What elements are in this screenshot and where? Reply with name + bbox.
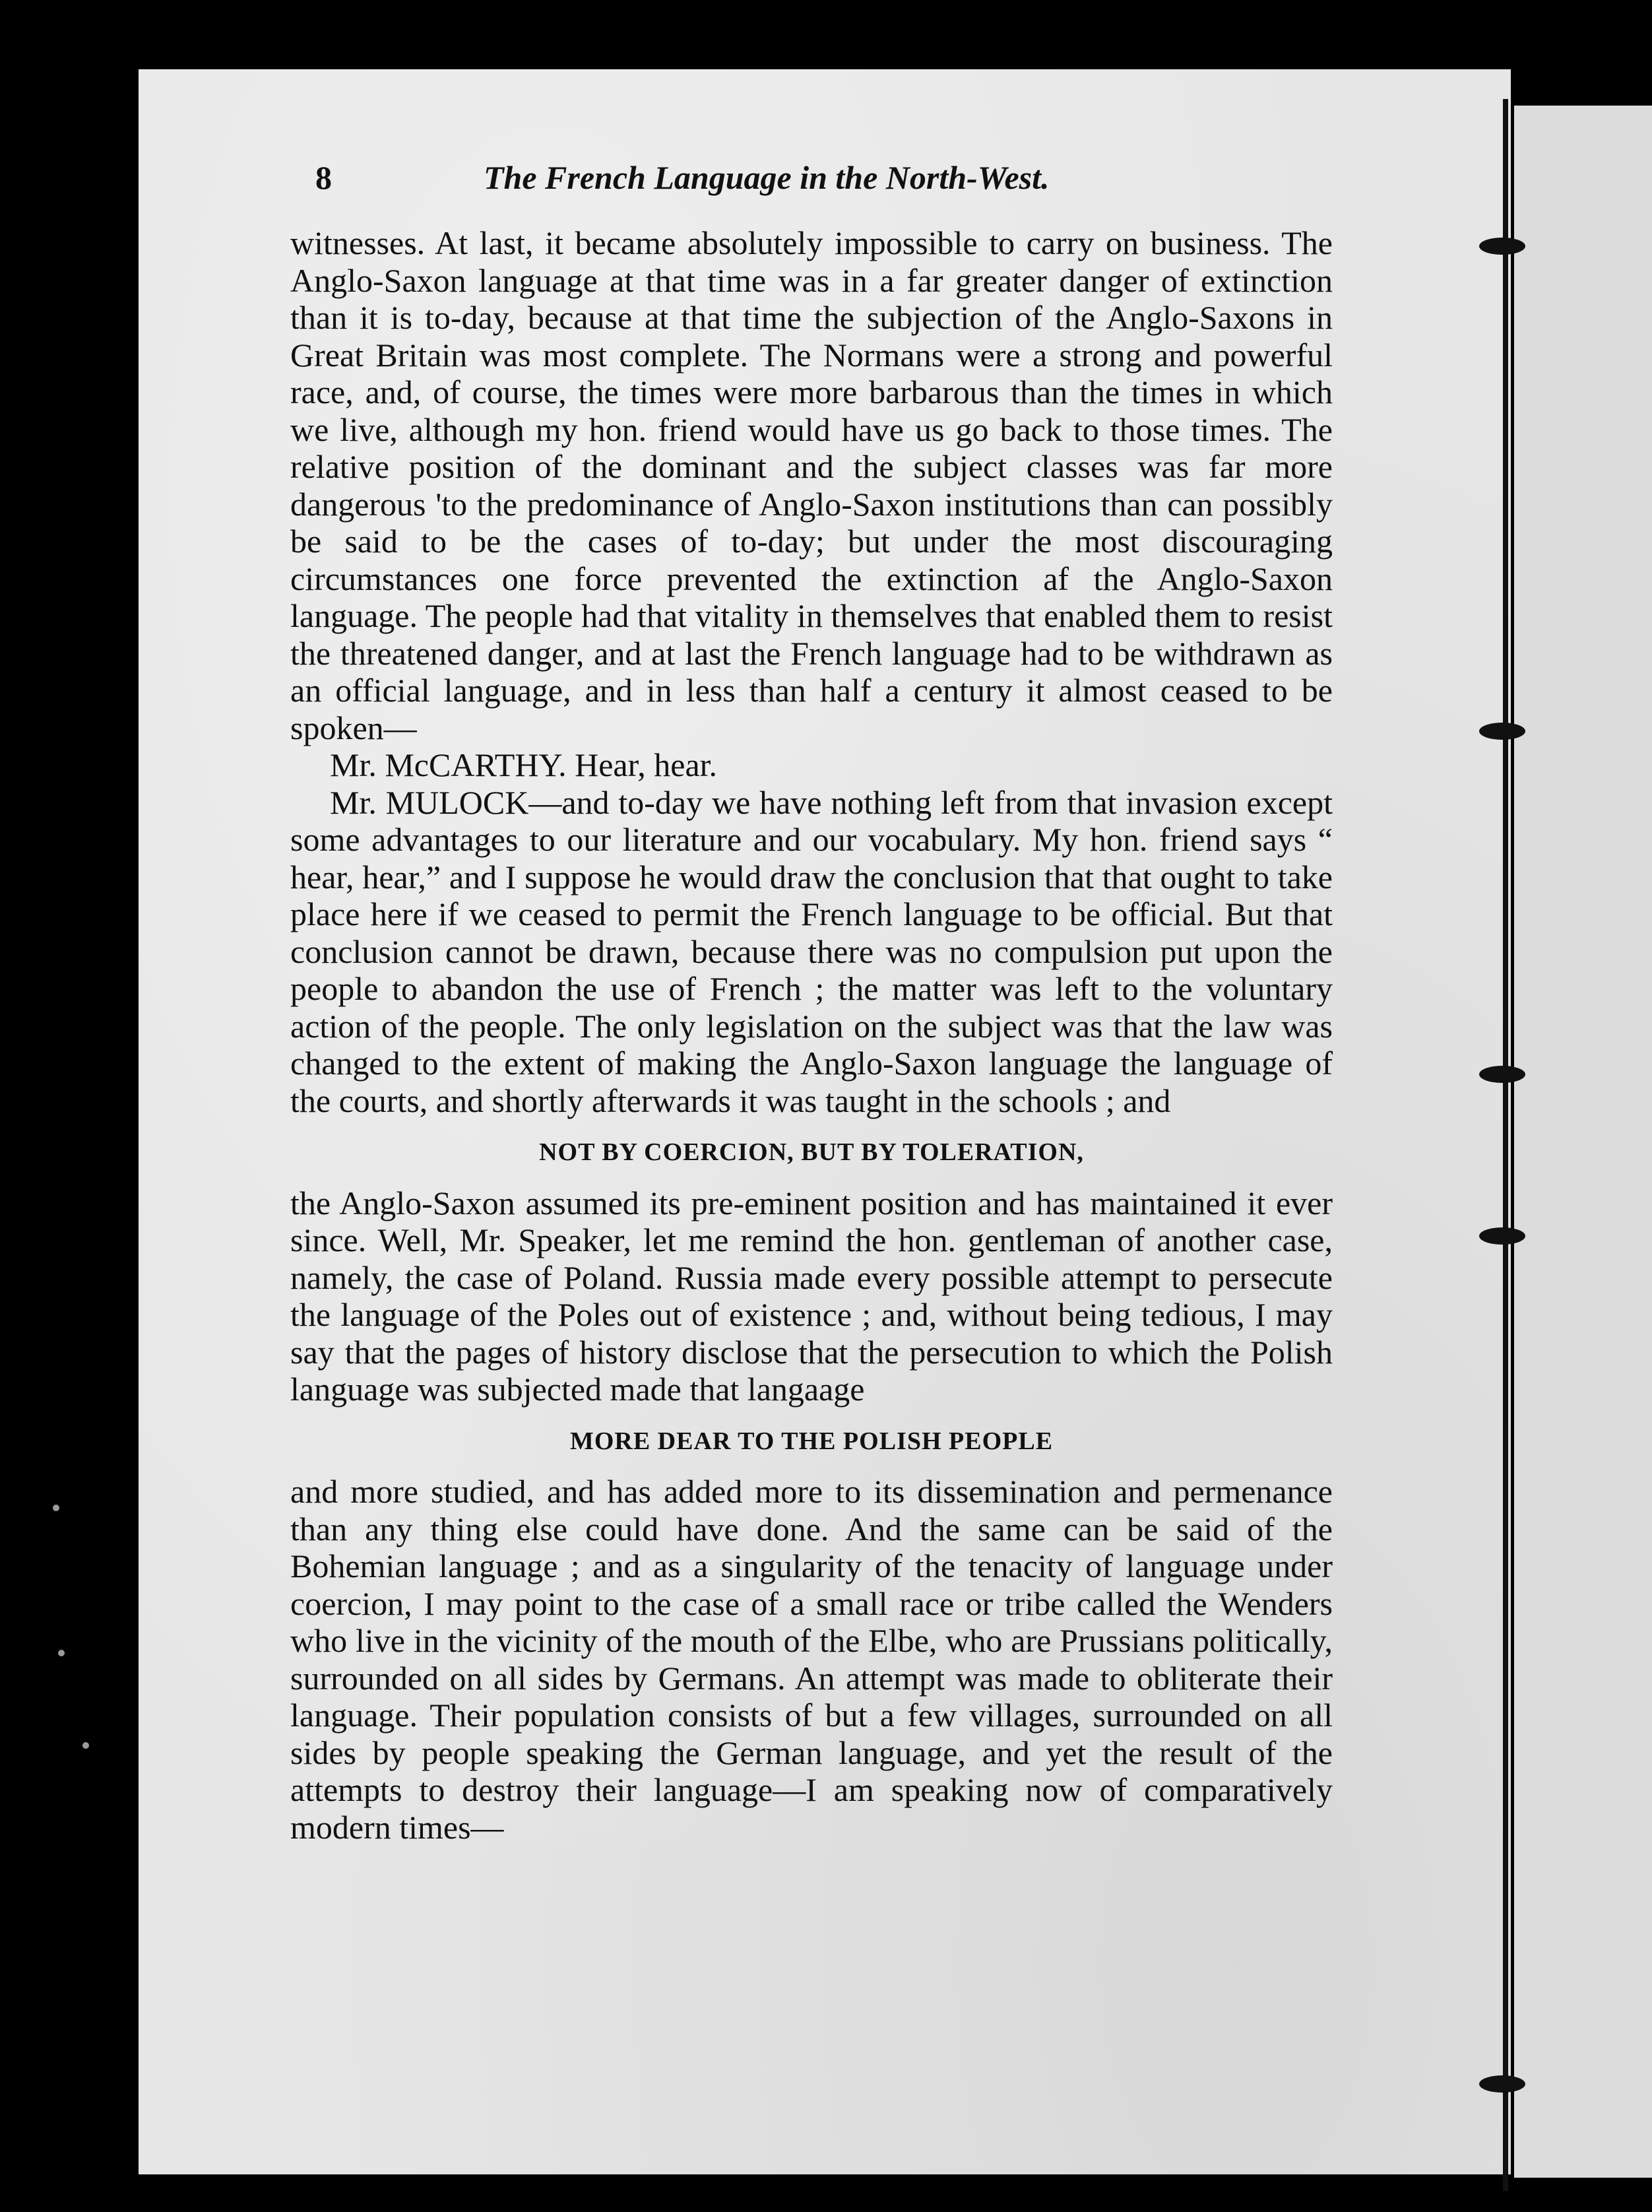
adjacent-page-edge xyxy=(1514,106,1652,2178)
binding-stitch xyxy=(1479,723,1525,740)
binding-stitch xyxy=(1479,1066,1525,1083)
scan-speck xyxy=(58,1650,65,1656)
page-header xyxy=(315,158,1173,211)
running-title: The French Language in the North-West. xyxy=(484,159,1050,196)
paragraph: the Anglo-Saxon assumed its pre-eminent position and has maintained it ever since. Well, Mr. Speaker, let me remind the hon. gentleman of another case, namely, the case of Poland. Russia made every possible attempt to persecute the language of the Poles out of existence ; and, without being tedious, I may say that the pages of history disclose that the persecution to which the Polish language was subjected made that langaage xyxy=(290,1184,1333,1408)
scan-speck xyxy=(53,1505,59,1511)
scan-speck xyxy=(82,1742,89,1749)
binding-stitch xyxy=(1479,2075,1525,2093)
paragraph: Mr. McCARTHY. Hear, hear. xyxy=(330,746,718,783)
section-heading: MORE DEAR TO THE POLISH PEOPLE xyxy=(569,1427,1054,1455)
page-body xyxy=(290,224,1333,1846)
binding-spine xyxy=(1503,99,1508,2191)
binding-stitch xyxy=(1479,238,1525,255)
paragraph: witnesses. At last, it became absolutely impossible to carry on business. The Anglo-Saxon language at that time was in a far greater danger of extinction than it is to-day, because at that time the subjection of the Anglo-Saxons in Great Britain was most complete. The Normans were a strong and powerful race, and, of course, the times were more barbarous than the times in which we live, although my hon. friend would have us go back to those times. The relative position of the dominant and the subject classes was far more dangerous 'to the predominance of Anglo-Saxon institutions than can possibly be said to be the cases of to-day; but under the most discouraging circumstances one force prevented the extinction af the Anglo-Saxon language. The people had that vitality in themselves that enabled them to resist the threatened danger, and at last the French language had to be withdrawn as an official language, and in less than half a century it almost ceased to be spoken— xyxy=(290,224,1333,746)
page-number: 8 xyxy=(315,159,332,196)
paragraph: Mr. MULOCK—and to-day we have nothing left from that invasion except some advantages to our literature and our vocabulary. My hon. friend says “ hear, hear,” and I suppose he would draw the conclusion that that ought to take place here if we ceased to permit the French language to be official. But that conclusion cannot be drawn, because there was no compulsion put upon the people to abandon the use of French ; the matter was left to the voluntary action of the people. The only legislation on the subject was that the law was changed to the extent of making the Anglo-Saxon language the language of the courts, and shortly afterwards it was taught in the schools ; and xyxy=(290,783,1333,1119)
binding-stitch xyxy=(1479,1227,1525,1245)
section-heading: NOT BY COERCION, BUT BY TOLERATION, xyxy=(539,1138,1084,1166)
paragraph: and more studied, and has added more to its dissemination and permenance than any thing else could have done. And the same can be said of the Bohemian language ; and as a singularity of the tenacity of language under coercion, I may point to the case of a small race or tribe called the Wenders who live in the vicinity of the mouth of the Elbe, who are Prussians politically, surrounded on all sides by Germans. An attempt was made to obliterate their language. Their population consists of but a few villages, surrounded on all sides by people speaking the German language, and yet the result of the attempts to destroy their language—I am speaking now of comparatively modern times— xyxy=(290,1473,1333,1846)
margin-mark xyxy=(0,1868,18,1907)
